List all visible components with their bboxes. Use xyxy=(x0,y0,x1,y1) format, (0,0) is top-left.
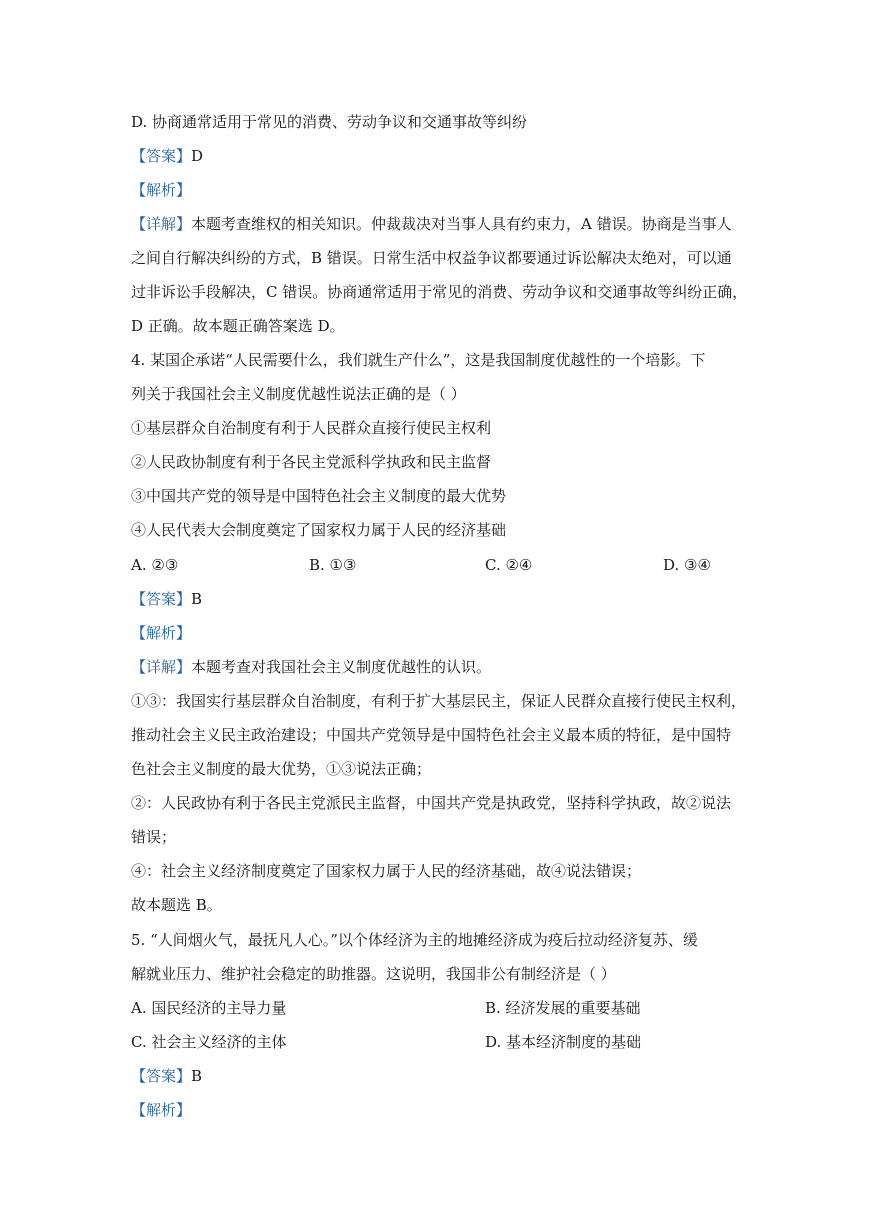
q4-option-b: B. ①③ xyxy=(309,556,357,574)
q4-detail-intro: 【详解】本题考查对我国社会主义制度优越性的认识。 xyxy=(131,658,492,676)
q4-statement-3: ③中国共产党的领导是中国特色社会主义制度的最大优势 xyxy=(131,487,507,505)
q4-detail-line-6: ④：社会主义经济制度奠定了国家权力属于人民的经济基础，故④说法错误； xyxy=(131,862,642,880)
q4-option-d: D. ③④ xyxy=(663,556,711,574)
q3-analysis-tag: 【解析】 xyxy=(131,181,192,199)
q4-detail-line-4: ②：人民政协有利于各民主党派民主监督，中国共产党是执政党，坚持科学执政，故②说法 xyxy=(131,794,732,812)
q5-option-b: B. 经济发展的重要基础 xyxy=(485,999,641,1017)
q3-answer-line xyxy=(131,146,203,166)
q5-option-d: D. 基本经济制度的基础 xyxy=(485,1033,642,1051)
detail-tag: 【详解】 xyxy=(131,658,192,676)
q4-statement-2: ②人民政协制度有利于各民主党派科学执政和民主监督 xyxy=(131,453,492,471)
q4-statement-4: ④人民代表大会制度奠定了国家权力属于人民的经济基础 xyxy=(131,521,507,539)
q3-detail-line-1: 【详解】本题考查维权的相关知识。仲裁裁决对当事人具有约束力，A 错误。协商是当事人 xyxy=(131,215,732,233)
q3-detail-line-3: 过非诉讼手段解决，C 错误。协商通常适用于常见的消费、劳动争议和交通事故等纠纷正确， xyxy=(131,283,748,301)
q4-statement-1: ①基层群众自治制度有利于人民群众直接行使民主权利 xyxy=(131,419,492,437)
q4-option-a: A. ②③ xyxy=(131,556,179,574)
q5-option-a: A. 国民经济的主导力量 xyxy=(131,999,287,1017)
q5-stem-line-2: 解就业压力、维护社会稳定的助推器。这说明，我国非公有制经济是（ ） xyxy=(131,965,616,983)
q4-detail-line-7: 故本题选 B。 xyxy=(131,896,222,914)
answer-value: B xyxy=(191,590,203,608)
q5-option-c: C. 社会主义经济的主体 xyxy=(131,1033,287,1051)
q4-detail-line-2: 推动社会主义民主政治建设；中国共产党领导是中国特色社会主义最本质的特征，是中国特 xyxy=(131,726,732,744)
q3-option-d: D. 协商通常适用于常见的消费、劳动争议和交通事故等纠纷 xyxy=(131,113,528,131)
q4-detail-line-5: 错误； xyxy=(131,828,177,846)
answer-tag: 【答案】 xyxy=(131,590,192,608)
q3-detail-line-4: D 正确。故本题正确答案选 D。 xyxy=(131,317,345,335)
q5-stem-line-1: 5. “人间烟火气，最抚凡人心。”以个体经济为主的地摊经济成为疫后拉动经济复苏、缓 xyxy=(131,931,698,949)
answer-tag: 【答案】 xyxy=(131,1067,192,1085)
q4-option-c: C. ②④ xyxy=(485,556,533,574)
q4-detail-line-3: 色社会主义制度的最大优势，①③说法正确； xyxy=(131,760,432,778)
answer-value: B xyxy=(191,1067,203,1085)
q5-analysis-tag: 【解析】 xyxy=(131,1101,192,1119)
answer-tag: 【答案】 xyxy=(131,147,192,165)
q5-answer-line xyxy=(131,1066,202,1086)
q4-answer-line xyxy=(131,589,202,609)
q4-analysis-tag: 【解析】 xyxy=(131,624,192,642)
answer-value: D xyxy=(191,147,204,165)
q4-stem-line-2: 列关于我国社会主义制度优越性说法正确的是（ ） xyxy=(131,385,466,403)
q4-detail-line-1: ①③：我国实行基层群众自治制度，有利于扩大基层民主，保证人民群众直接行使民主权利， xyxy=(131,692,747,710)
detail-tag: 【详解】 xyxy=(131,215,192,233)
q4-stem-line-1: 4. 某国企承诺“人民需要什么，我们就生产什么”，这是我国制度优越性的一个培影。下 xyxy=(131,351,706,369)
q3-detail-line-2: 之间自行解决纠纷的方式，B 错误。日常生活中权益争议都要通过诉讼解决太绝对，可以通 xyxy=(131,249,732,267)
